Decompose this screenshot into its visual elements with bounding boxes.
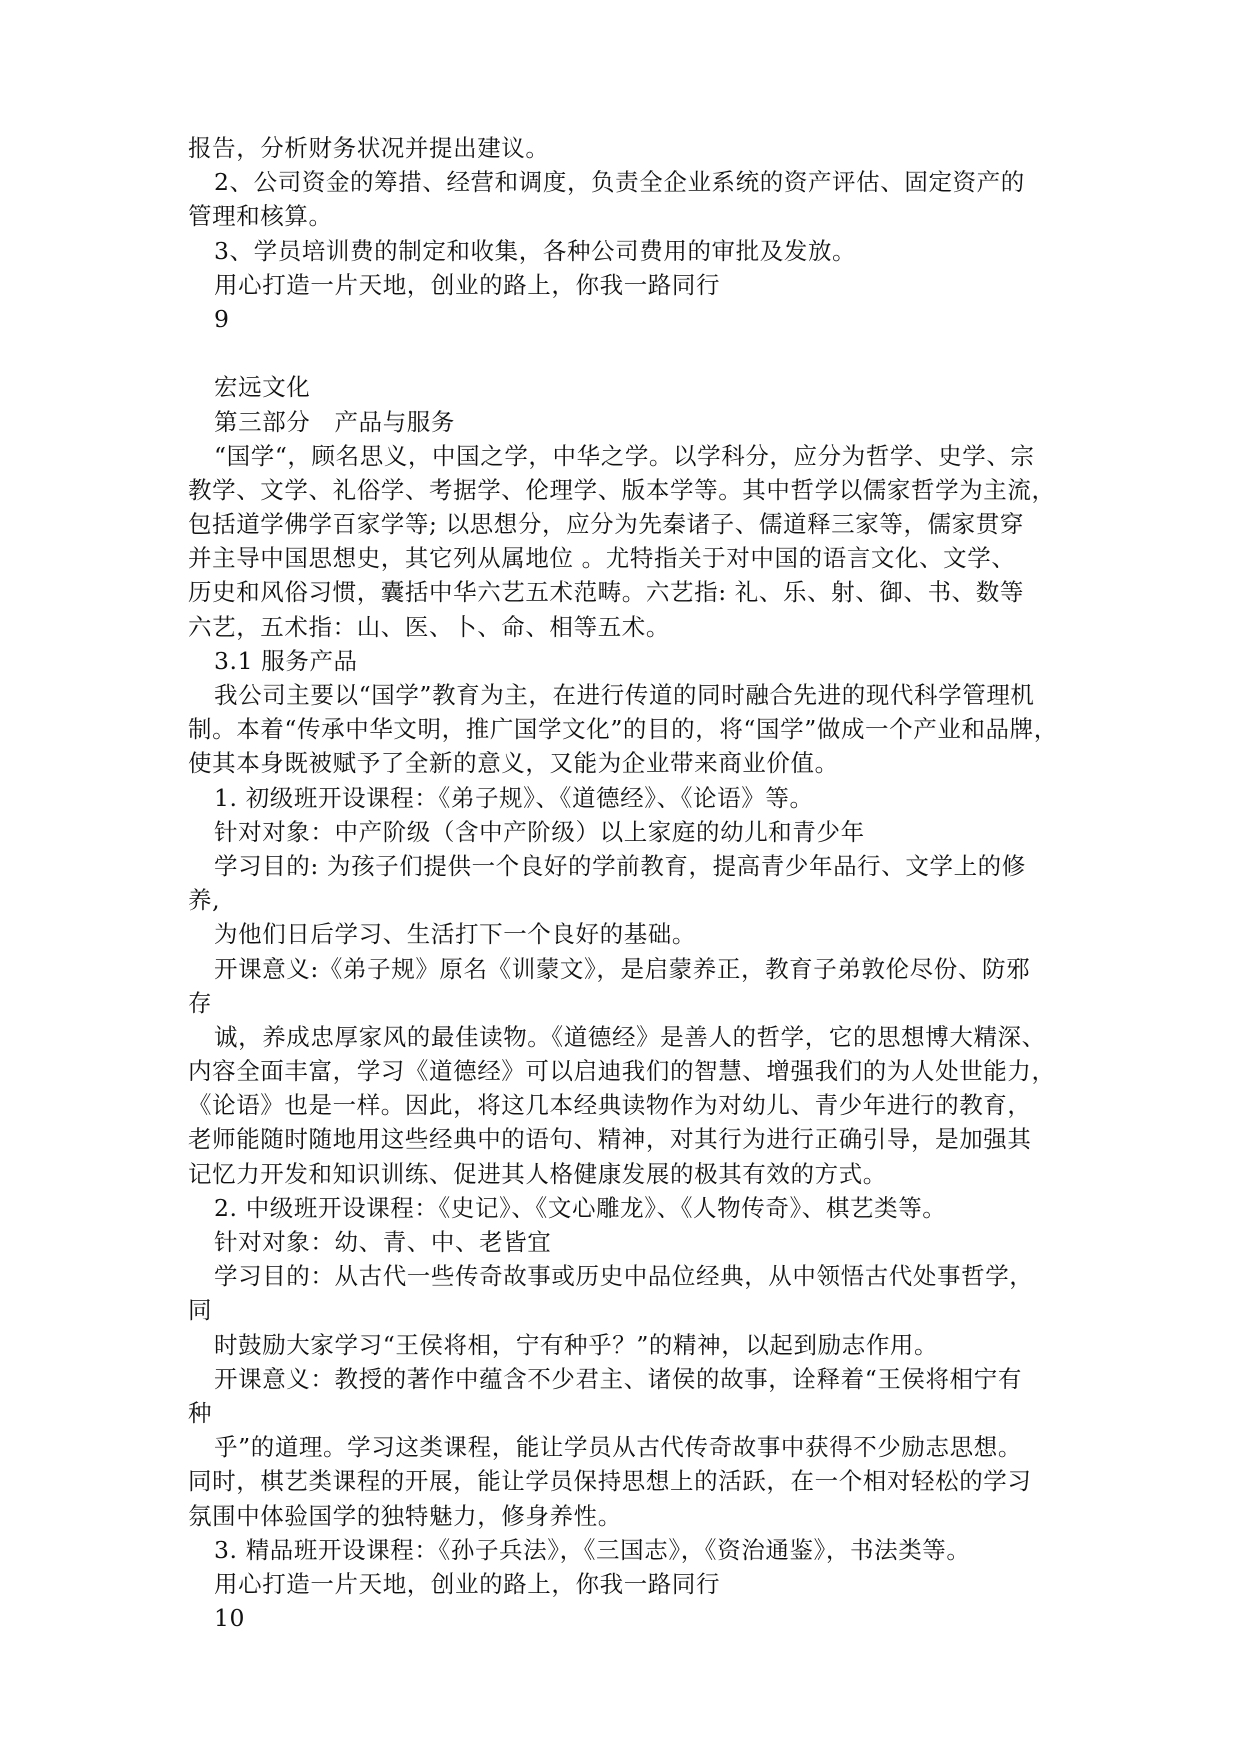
paragraph-line: 为他们日后学习、生活打下一个良好的基础。	[214, 920, 696, 949]
footer-slogan: 用心打造一片天地，创业的路上，你我一路同行	[214, 1569, 721, 1598]
paragraph-line: 乎”的道理。学习这类课程，能让学员从古代传奇故事中获得不少励志思想。	[214, 1433, 1022, 1462]
page-number: 9	[214, 304, 230, 333]
paragraph-line: 诚，养成忠厚家风的最佳读物。《道德经》是善人的哲学，它的思想博大精深、	[214, 1022, 1046, 1051]
paragraph-line: 我公司主要以“国学”教育为主，在进行传道的同时融合先进的现代科学管理机	[214, 681, 1035, 709]
paragraph-line: 包括道学佛学百家学等; 以思想分，应分为先秦诸子、儒道释三家等，儒家贯穿	[188, 510, 1024, 539]
section-title: 第三部分 产品与服务	[214, 407, 455, 436]
paragraph-line: 学习目的：从古代一些传奇故事或历史中品位经典，从中领悟古代处事哲学，	[214, 1262, 1034, 1291]
paragraph-line: 同	[188, 1296, 213, 1325]
paragraph-line: 老师能随时随地用这些经典中的语句、精神，对其行为进行正确引导，是加强其	[188, 1125, 1032, 1154]
paragraph-line: 氛围中体验国学的独特魅力，修身养性。	[188, 1501, 622, 1530]
course-item: 2. 中级班开设课程：《史记》、《文心雕龙》、《人物传奇》、棋艺类等。	[214, 1193, 947, 1222]
subsection-title: 3.1 服务产品	[214, 646, 358, 675]
document-page	[188, 131, 1058, 1635]
course-item: 3. 精品班开设课程：《孙子兵法》，《三国志》，《资治通鉴》，书法类等。	[214, 1535, 971, 1564]
paragraph-line: 历史和风俗习惯，囊括中华六艺五术范畴。六艺指: 礼、乐、射、御、书、数等	[188, 578, 1024, 607]
paragraph-line: 种	[188, 1398, 213, 1427]
paragraph-line: “国学“，顾名思义，中国之学，中华之学。以学科分，应分为哲学、史学、宗	[214, 441, 1035, 470]
text-line: 管理和核算。	[188, 202, 333, 231]
paragraph-line: 同时，棋艺类课程的开展，能让学员保持思想上的活跃，在一个相对轻松的学习	[188, 1467, 1032, 1496]
paragraph-line: 六艺，五术指：山、医、卜、命、相等五术。	[188, 612, 670, 641]
paragraph-line: 记忆力开发和知识训练、促进其人格健康发展的极其有效的方式。	[188, 1159, 887, 1188]
paragraph-line: 学习目的: 为孩子们提供一个良好的学前教育，提高青少年品行、文学上的修	[214, 851, 1026, 880]
page-number: 10	[214, 1604, 246, 1633]
paragraph-line: 开课意义：教授的著作中蕴含不少君主、诸侯的故事，诠释着“王侯将相宁有	[214, 1364, 1022, 1393]
paragraph-line: 开课意义:《弟子规》原名《训蒙文》，是启蒙养正，教育子弟敦伦尽份、防邪	[214, 954, 1031, 983]
text-line: 报告，分析财务状况并提出建议。	[188, 134, 550, 162]
text-line: 2、公司资金的筹措、经营和调度，负责全企业系统的资产评估、固定资产的	[214, 168, 1025, 197]
text-line: 3、学员培训费的制定和收集，各种公司费用的审批及发放。	[214, 236, 857, 265]
company-name: 宏远文化	[214, 373, 311, 402]
paragraph-line: 内容全面丰富，学习《道德经》可以启迪我们的智慧、增强我们的为人处世能力，	[188, 1057, 1056, 1086]
paragraph-line: 养,	[188, 886, 221, 915]
paragraph-line: 并主导中国思想史，其它列从属地位 。尤特指关于对中国的语言文化、文学、	[188, 544, 1016, 573]
blank-line	[188, 336, 1058, 370]
paragraph-line: 《论语》也是一样。因此，将这几本经典读物作为对幼儿、青少年进行的教育，	[188, 1091, 1032, 1120]
paragraph-line: 针对对象：中产阶级（含中产阶级）以上家庭的幼儿和青少年	[214, 817, 865, 846]
paragraph-line: 针对对象：幼、青、中、老皆宜	[214, 1228, 552, 1256]
footer-slogan: 用心打造一片天地，创业的路上，你我一路同行	[214, 270, 721, 299]
paragraph-line: 使其本身既被赋予了全新的意义，又能为企业带来商业价值。	[188, 749, 839, 778]
paragraph-line: 存	[188, 988, 213, 1017]
paragraph-line: 时鼓励大家学习“王侯将相，宁有种乎？”的精神，以起到励志作用。	[214, 1330, 939, 1359]
course-item: 1. 初级班开设课程：《弟子规》、《道德经》、《论语》等。	[214, 783, 814, 812]
paragraph-line: 教学、文学、礼俗学、考据学、伦理学、版本学等。其中哲学以儒家哲学为主流，	[188, 475, 1056, 504]
paragraph-line: 制。本着“传承中华文明，推广国学文化”的目的，将“国学”做成一个产业和品牌，	[188, 715, 1058, 744]
